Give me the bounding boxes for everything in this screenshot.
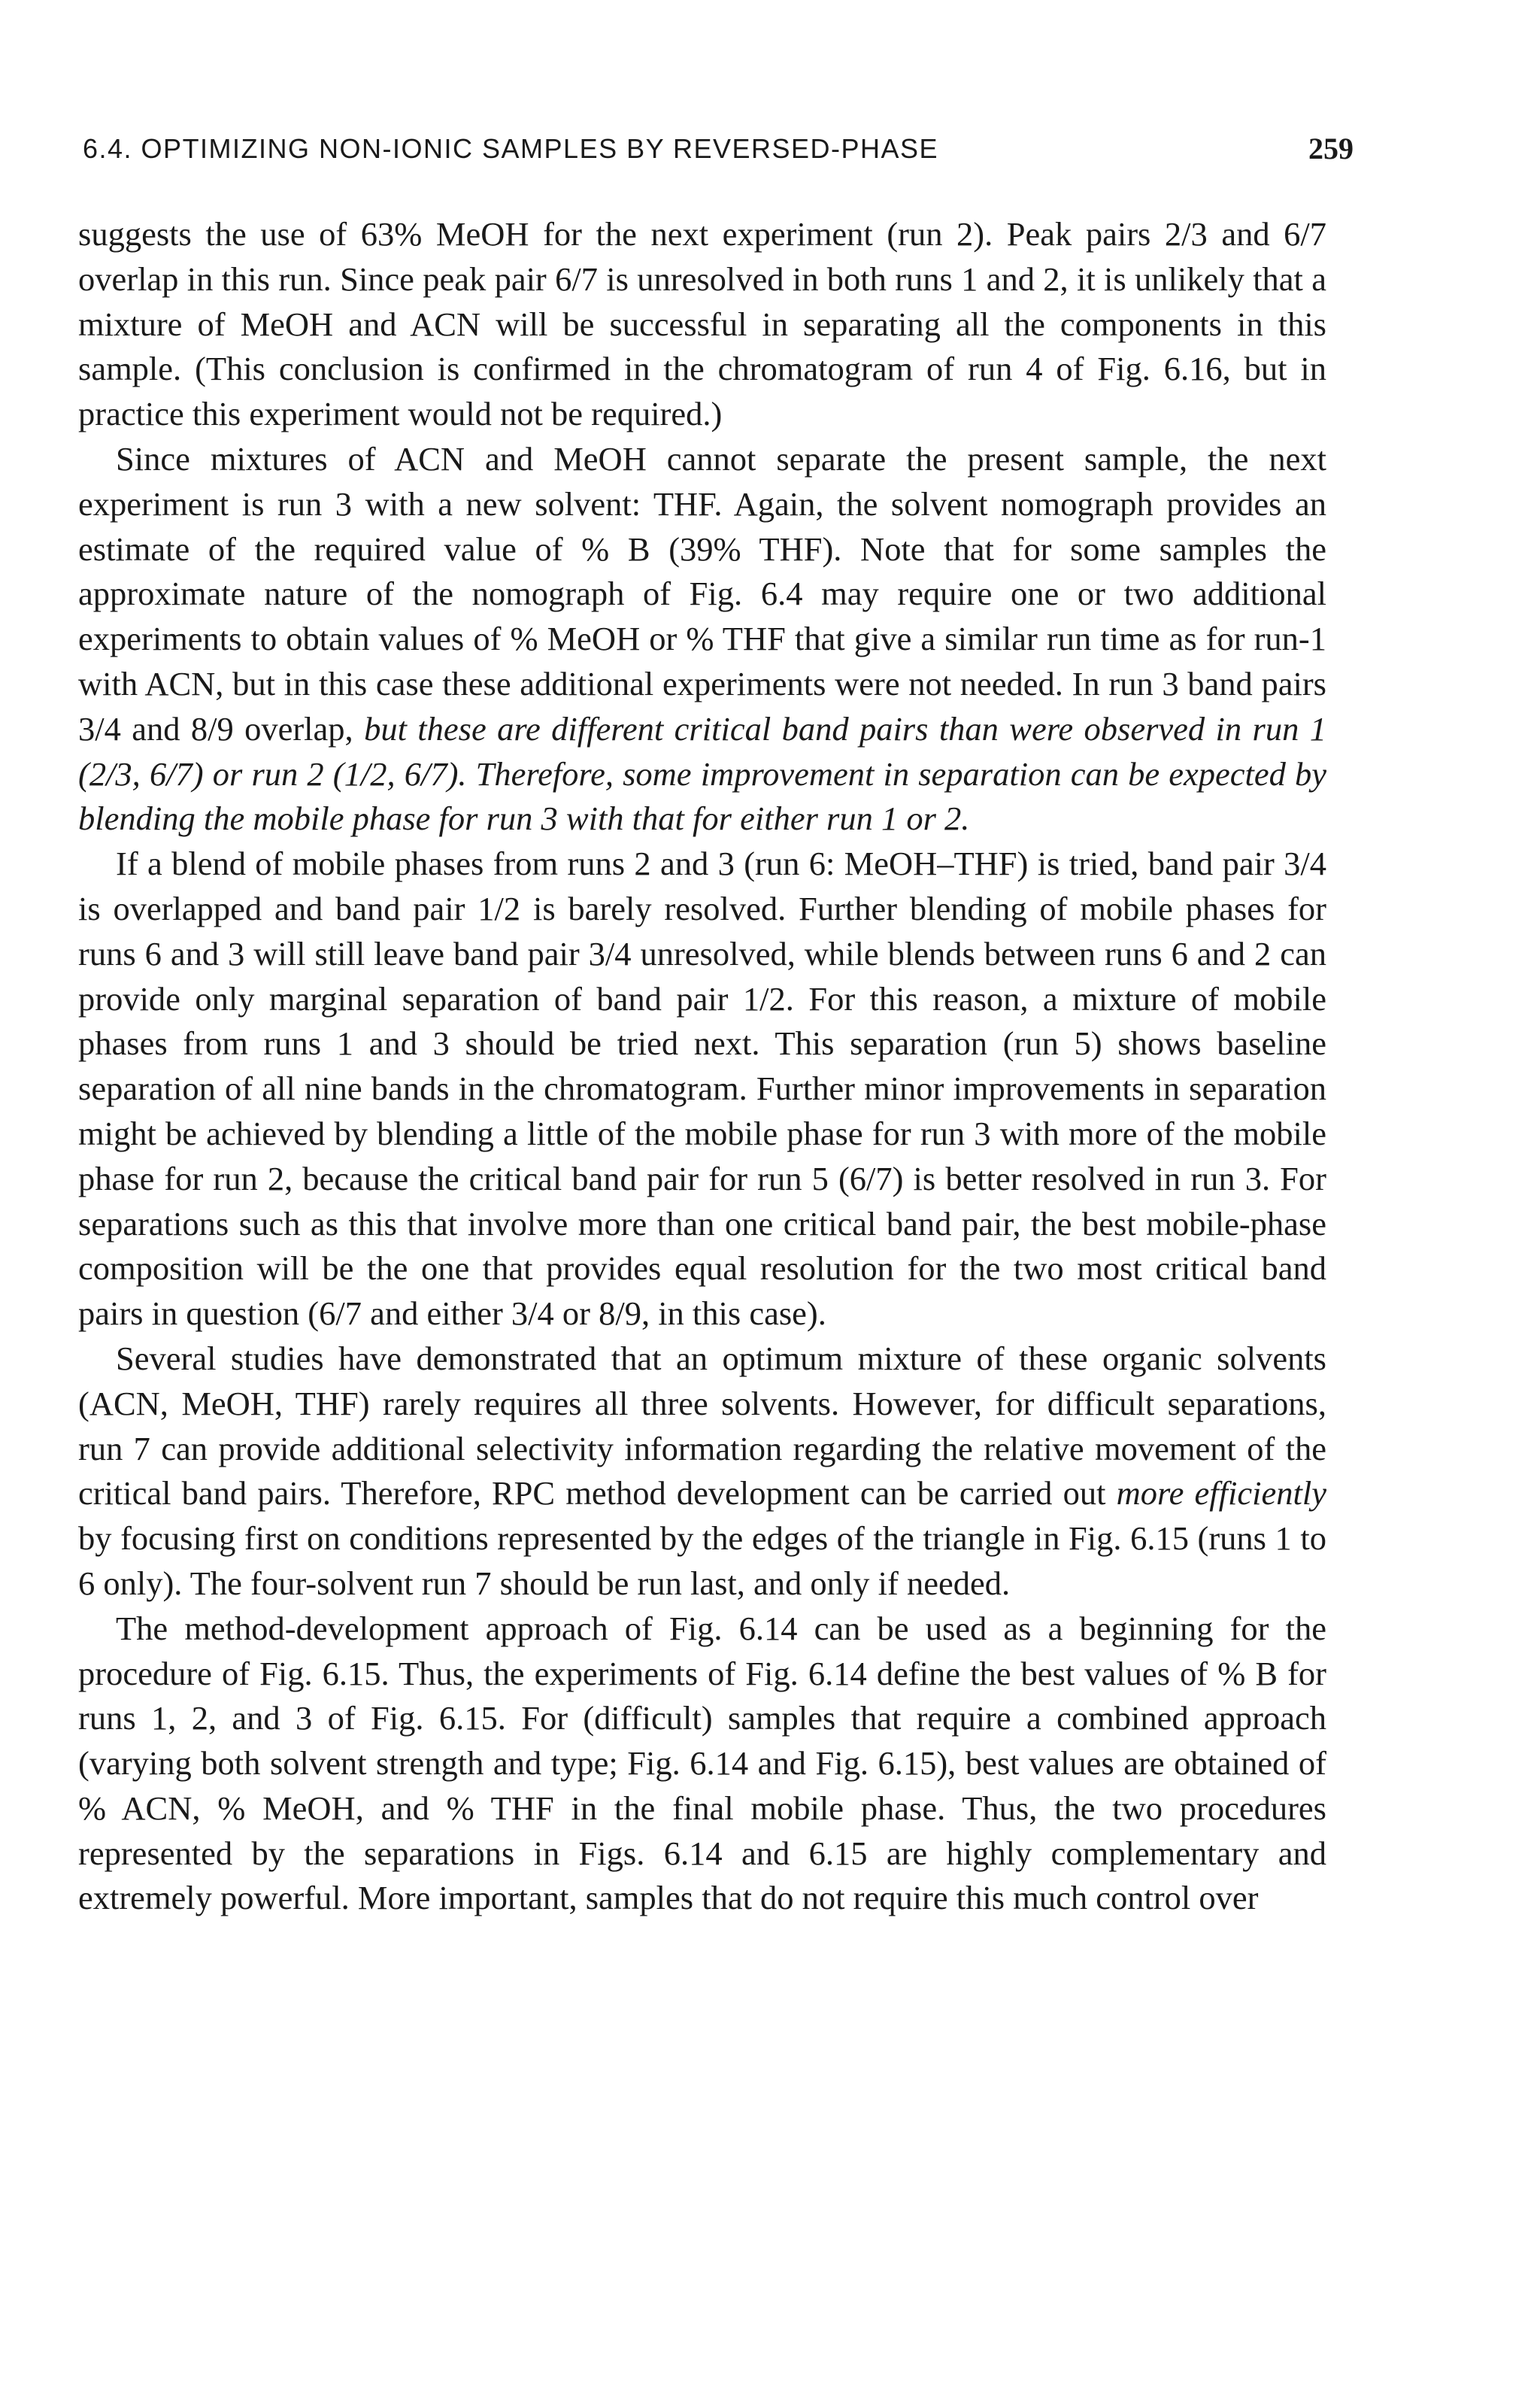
paragraph-text: by focusing first on conditions represented by the edges of the triangle in Fig. 6.15 (runs 1 to 6 only). The four-solvent run 7 should be run last, and only if needed.	[78, 1519, 1326, 1602]
paragraph-emphasis: more efficiently	[1116, 1474, 1326, 1513]
paragraph-text: Several studies have demonstrated that an optimum mixture of these organic solvents (ACN, MeOH, THF) rarely requires all three solvents. However, for difficult separations, run 7 can provide additional selectivity information regarding the relative movement of the critical band pairs. Therefore, RPC method development can be carried out	[78, 1339, 1326, 1513]
paragraph-4	[78, 1337, 1326, 1607]
paragraph-1	[78, 212, 1326, 437]
paragraph-2	[78, 437, 1326, 842]
paragraph-text: suggests the use of 63% MeOH for the next experiment (run 2). Peak pairs 2/3 and 6/7 overlap in this run. Since peak pair 6/7 is unresolved in both runs 1 and 2, it is unlikely that a mixture of MeOH and ACN will be successful in separating all the components in this sample. (This conclusion is confirmed in the chromatogram of run 4 of Fig. 6.16, but in practice this experiment would not be required.)	[78, 215, 1326, 433]
section-title: 6.4. OPTIMIZING NON-IONIC SAMPLES BY REVERSED-PHASE	[83, 133, 939, 164]
body-text	[78, 212, 1326, 1921]
page-number: 259	[1308, 132, 1354, 165]
paragraph-text: Since mixtures of ACN and MeOH cannot separate the present sample, the next experiment is run 3 with a new solvent: THF. Again, the solvent nomograph provides an estimate of the required value of % B (39% THF). Note that for some samples the approximate nature of the nomograph of Fig. 6.4 may require one or two additional experiments to obtain values of % MeOH or % THF that give a similar run time as for run-1 with ACN, but in this case these additional experiments were not needed. In run 3 band pairs 3/4 and 8/9 overlap,	[78, 439, 1326, 748]
paragraph-5	[78, 1607, 1326, 1922]
paragraph-3	[78, 842, 1326, 1337]
paragraph-emphasis: but these are different critical band pairs than were observed in run 1 (2/3, 6/7) or run 2 (1/2, 6/7). Therefore, some improvement in separation can be expected by blending the mobile phase for run 3 with that for either run 1 or 2.	[78, 709, 1326, 838]
paragraph-text: If a blend of mobile phases from runs 2 and 3 (run 6: MeOH–THF) is tried, band pair 3/4 is overlapped and band pair 1/2 is barely resolved. Further blending of mobile phases for runs 6 and 3 will still leave band pair 3/4 unresolved, while blends between runs 6 and 2 can provide only marginal separation of band pair 1/2. For this reason, a mixture of mobile phases from runs 1 and 3 should be tried next. This separation (run 5) shows baseline separation of all nine bands in the chromatogram. Further minor improvements in separation might be achieved by blending a little of the mobile phase for run 3 with more of the mobile phase for run 2, because the critical band pair for run 5 (6/7) is better resolved in run 3. For separations such as this that involve more than one critical band pair, the best mobile-phase composition will be the one that provides equal resolution for the two most critical band pairs in question (6/7 and either 3/4 or 8/9, in this case).	[78, 845, 1326, 1333]
running-head	[83, 132, 1354, 178]
paragraph-text: The method-development approach of Fig. 6.14 can be used as a beginning for the procedure of Fig. 6.15. Thus, the experiments of Fig. 6.14 define the best values of % B for runs 1, 2, and 3 of Fig. 6.15. For (difficult) samples that require a combined approach (varying both solvent strength and type; Fig. 6.14 and Fig. 6.15), best values are obtained of % ACN, % MeOH, and % THF in the final mobile phase. Thus, the two procedures represented by the separations in Figs. 6.14 and 6.15 are highly complementary and extremely powerful. More important, samples that do not require this much control over	[78, 1609, 1326, 1917]
